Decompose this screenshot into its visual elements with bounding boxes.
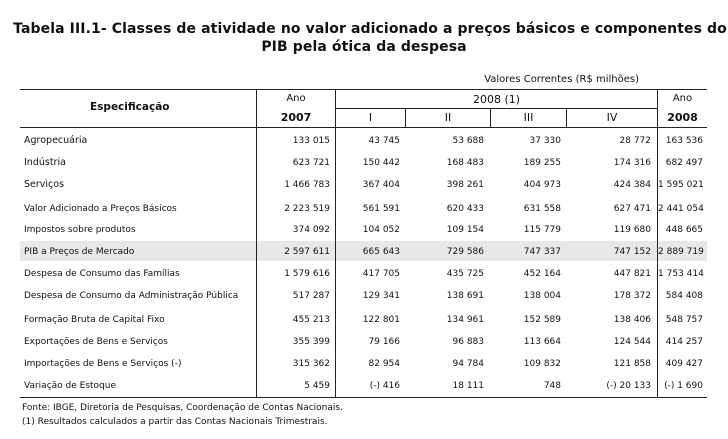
header-bottom-rule [20,127,707,128]
cell-2008: 2 441 054 [658,204,704,214]
header-year-2007: 2007 [280,111,312,124]
cell-q3: 152 589 [523,315,561,325]
cell-q3: 113 664 [523,337,561,347]
cell-q2: 53 688 [452,136,484,146]
header-ano-2007: Ano [286,93,306,104]
row-label: PIB a Preços de Mercado [24,247,135,257]
cell-q3: 138 004 [523,291,561,301]
cell-q2: 168 483 [446,158,484,168]
table-bottom-rule [20,397,707,398]
header-q3: III [523,111,534,124]
row-label: Exportações de Bens e Serviços [24,337,168,347]
cell-2008: 1 753 414 [658,269,704,279]
header-year-2008: 2008 [667,111,698,124]
row-label: Importações de Bens e Serviços (-) [24,359,182,369]
units-label: Valores Correntes (R$ milhões) [484,74,639,85]
cell-2007: 455 213 [292,315,330,325]
header-group-2008: 2008 (1) [472,93,521,106]
cell-q1: 561 591 [362,204,400,214]
cell-2007: 315 362 [292,359,330,369]
cell-2007: 133 015 [292,136,330,146]
cell-q2: 138 691 [446,291,484,301]
cell-q2: 18 111 [452,381,484,391]
header-q1: I [368,111,373,124]
cell-2008: 682 497 [665,158,703,168]
cell-q2: 729 586 [446,247,484,257]
cell-q3: 37 330 [529,136,561,146]
cell-q2: 109 154 [446,225,484,235]
cell-q1: 150 442 [362,158,400,168]
cell-2008: 1 595 021 [658,180,704,190]
cell-q4: 747 152 [613,247,651,257]
cell-2008: 2 889 719 [658,247,704,257]
cell-2008: 414 257 [665,337,703,347]
row-label: Indústria [24,157,66,168]
cell-q4: 178 372 [613,291,651,301]
cell-q1: 43 745 [368,136,400,146]
cell-q4: 447 821 [613,269,651,279]
row-label: Agropecuária [24,135,88,146]
table-title-line2: PIB pela ótica da despesa [261,39,467,55]
cell-q3: 747 337 [523,247,561,257]
header-q2: II [444,111,452,124]
cell-q1: 82 954 [368,359,400,369]
cell-q4: (-) 20 133 [606,381,651,391]
cell-2008: 448 665 [665,225,703,235]
cell-q4: 138 406 [613,315,651,325]
cell-q1: 665 643 [362,247,400,257]
cell-q3: 115 779 [523,225,561,235]
cell-2007: 355 399 [292,337,330,347]
row-label: Variação de Estoque [24,381,116,391]
row-label: Serviços [24,179,65,190]
cell-q4: 121 858 [613,359,651,369]
cell-2008: 548 757 [665,315,703,325]
cell-q1: 79 166 [368,337,400,347]
cell-2007: 1 579 616 [284,269,330,279]
footnote-note1: (1) Resultados calculados a partir das Contas Nacionais Trimestrais. [22,417,328,427]
header-specification: Especificação [90,101,170,113]
row-label: Valor Adicionado a Preços Básicos [24,204,177,214]
cell-q1: 367 404 [362,180,400,190]
cell-q1: 104 052 [362,225,400,235]
row-label: Impostos sobre produtos [24,225,136,235]
table-top-rule [20,89,707,90]
cell-q2: 620 433 [446,204,484,214]
cell-q1: (-) 416 [369,381,400,391]
cell-2007: 2 223 519 [284,204,330,214]
cell-q2: 94 784 [452,359,484,369]
cell-2007: 2 597 611 [284,247,330,257]
row-label: Formação Bruta de Capital Fixo [24,315,165,325]
cell-q4: 119 680 [613,225,651,235]
cell-2007: 1 466 783 [284,180,330,190]
cell-2007: 623 721 [292,158,330,168]
table-title-line1: Tabela III.1- Classes de atividade no valor adicionado a preços básicos e componentes do [13,21,727,37]
cell-2007: 374 092 [292,225,330,235]
cell-q2: 435 725 [446,269,484,279]
cell-2007: 517 287 [292,291,330,301]
cell-2007: 5 459 [304,381,330,391]
cell-q2: 96 883 [452,337,484,347]
cell-q3: 452 164 [523,269,561,279]
cell-q4: 424 384 [613,180,651,190]
cell-2008: (-) 1 690 [664,381,703,391]
cell-q1: 417 705 [362,269,400,279]
cell-q3: 109 832 [523,359,561,369]
row-label: Despesa de Consumo das Famílias [24,269,180,279]
cell-q4: 627 471 [613,204,651,214]
cell-q3: 404 973 [523,180,561,190]
cell-2008: 163 536 [665,136,703,146]
header-q4: IV [606,111,618,124]
cell-q3: 748 [543,381,561,391]
cell-2008: 409 427 [665,359,703,369]
cell-q1: 122 801 [362,315,400,325]
cell-q2: 398 261 [446,180,484,190]
group-header-rule [335,108,657,109]
cell-q4: 174 316 [613,158,651,168]
cell-q2: 134 961 [446,315,484,325]
cell-2008: 584 408 [665,291,703,301]
cell-q4: 124 544 [613,337,651,347]
cell-q4: 28 772 [619,136,651,146]
cell-q1: 129 341 [362,291,400,301]
header-ano-2008: Ano [672,93,693,104]
cell-q3: 631 558 [523,204,561,214]
row-label: Despesa de Consumo da Administração Pública [24,291,239,301]
footnote-source: Fonte: IBGE, Diretoria de Pesquisas, Coordenação de Contas Nacionais. [22,403,343,413]
cell-q3: 189 255 [523,158,561,168]
